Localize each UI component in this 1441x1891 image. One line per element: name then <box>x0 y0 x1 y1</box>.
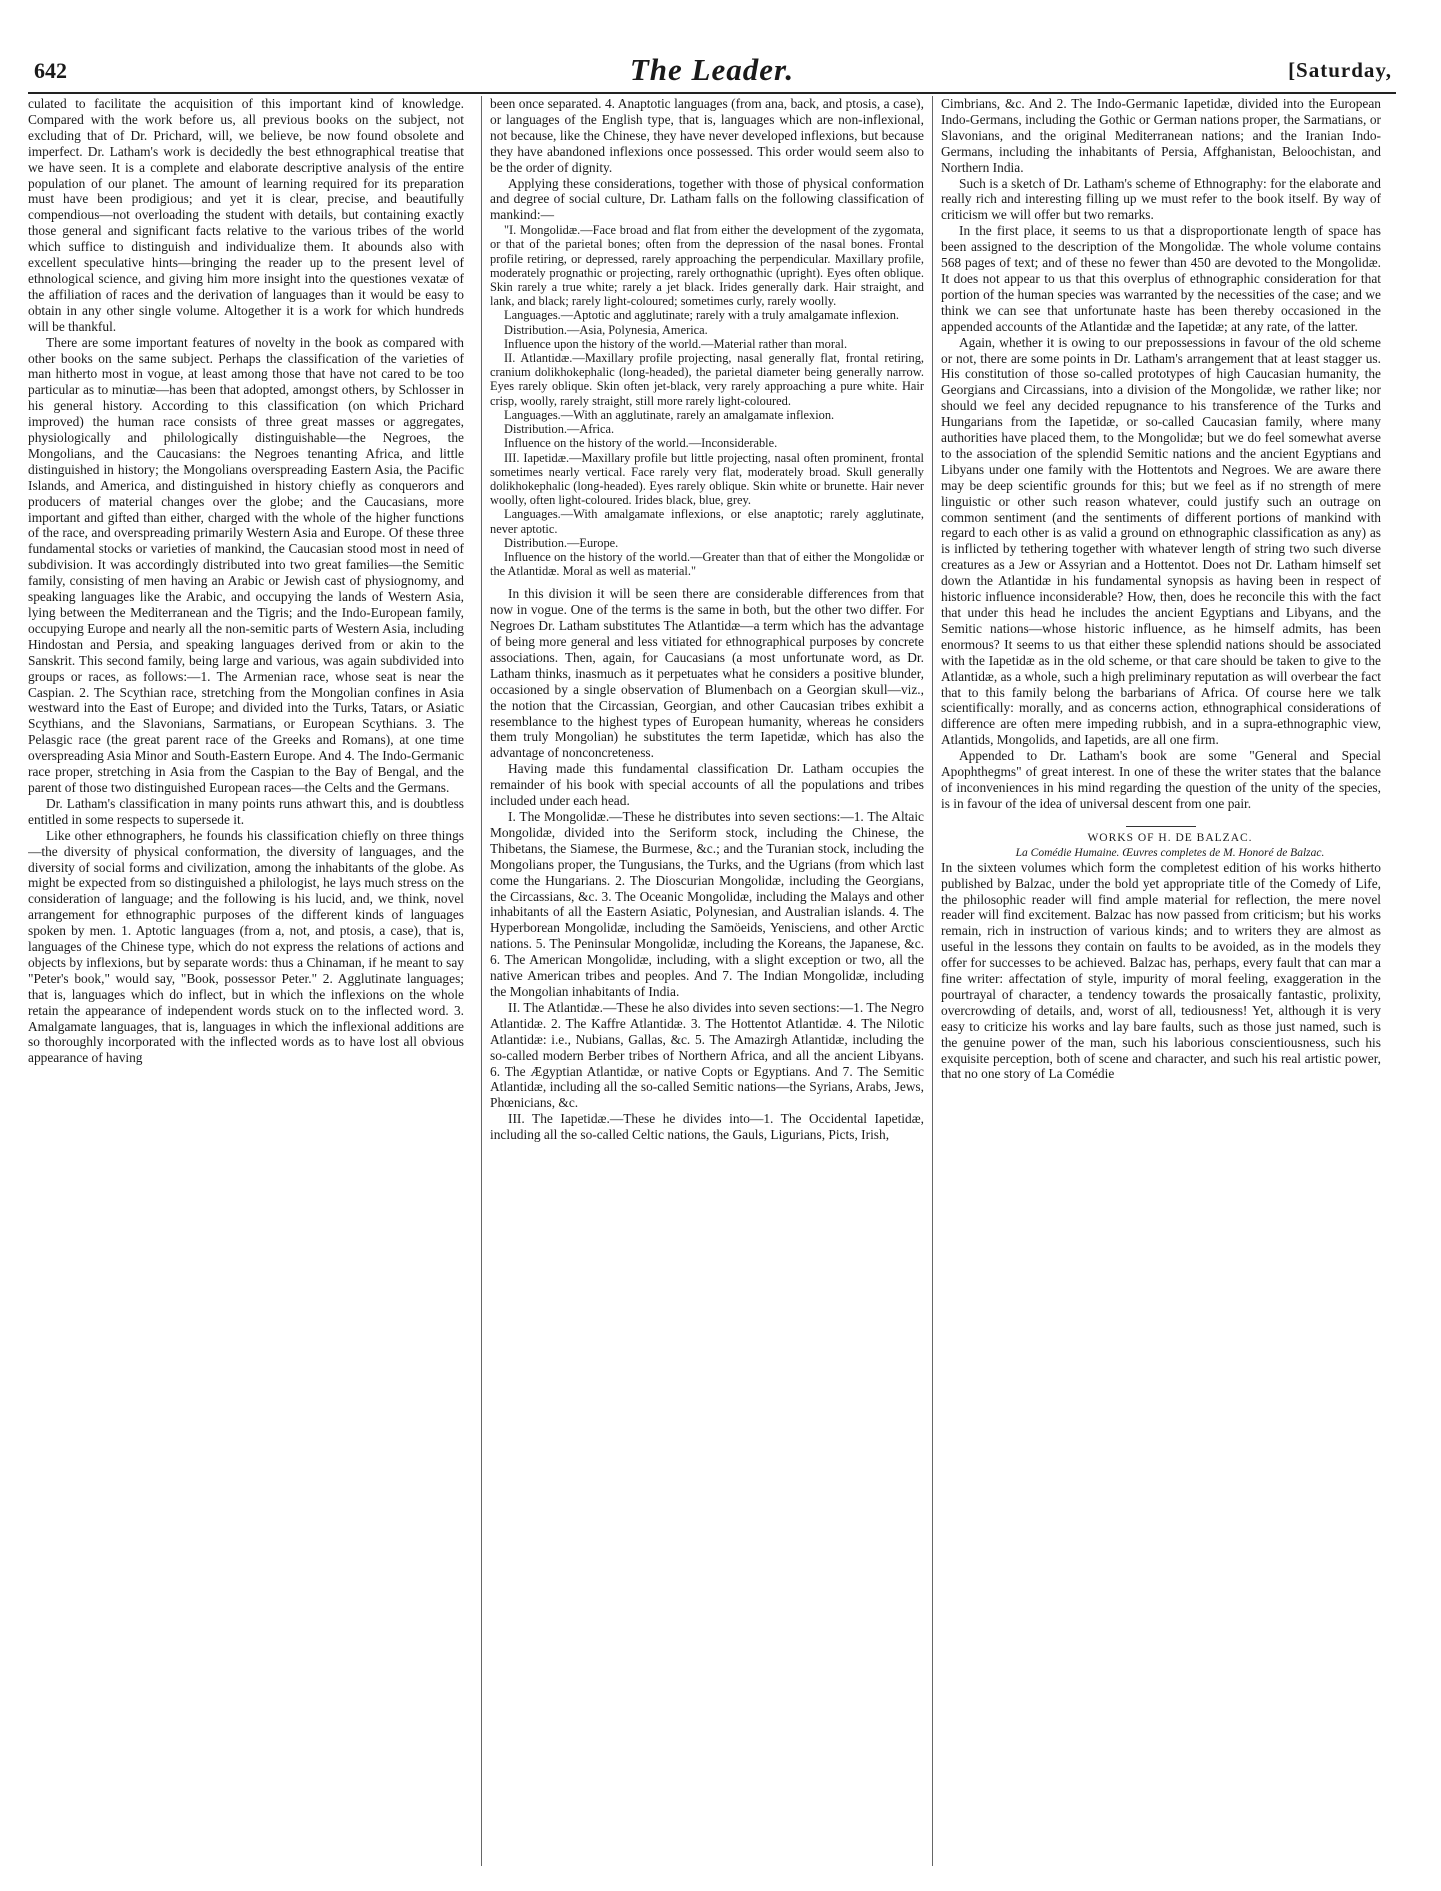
masthead-title: The Leader. <box>629 52 795 87</box>
paragraph: Such is a sketch of Dr. Latham's scheme of Ethnography: for the elaborate and really rich and interesting filling up we must refer to the book itself. By way of criticism we will offer but two remarks. <box>941 175 1381 223</box>
paragraph: In the sixteen volumes which form the completest edition of his works hitherto published by Balzac, under the bold yet appropriate title of the Comedy of Life, the philosophic reader will find ample material for reflection, the mere novel reader will find excitement. Balzac has now passed from criticism; but his works remain, rich in instruction of various kinds; and to writers they are almost as useful in the lessons they contain on faults to be avoided, as in the models they offer for successes to be achieved. Balzac has, perhaps, every fault that can mar a fine writer: affectation of style, impurity of moral feeling, exaggeration in the pourtrayal of character, a tendency towards the prosaically fantastic, prolixity, overcrowding of details, and, worst of all, tediousness! Yet, although it is very easy to criticize his works and lay bare faults, such as those just named, such is the genuine power of the man, such his laborious conscientiousness, such his exquisite perception, both of scene and character, and such his real artistic power, that no one story of La Comédie <box>941 859 1381 1082</box>
day-heading: [Saturday, <box>1288 58 1392 82</box>
article-columns <box>28 96 1398 1866</box>
quote-paragraph: II. Atlantidæ.—Maxillary profile projecting, nasal generally flat, frontal retiring, cranium dolikhokephalic (long-headed), the parietal diameter being generally narrow. Eyes rarely oblique. Skin often jet-black, very rarely approaching a pure white. Hair crisp, woolly, rarely straight, still more rarely light-coloured. <box>490 351 924 408</box>
quote-paragraph: Languages.—Aptotic and agglutinate; rarely with a truly amalgamate inflexion. <box>504 308 899 323</box>
column-1 <box>28 96 464 1866</box>
quote-paragraph: Influence upon the history of the world.—Material rather than moral. <box>504 336 848 351</box>
paragraph: I. The Mongolidæ.—These he distributes into seven sections:—1. The Altaic Mongolidæ, divided into the Seriform stock, including the Chinese, the Thibetans, the Siamese, the Burmese, &c.; and the Turanian stock, including the Mongolians proper, the Tungusians, the Turks, and the Ugrians (from which last come the Hungarians. 2. The Dioscurian Mongolidæ, including the Georgians, the Circassians, &c. 3. The Oceanic Mongolidæ, including the Malays and other inhabitants of all the Eastern Asiatic, Polynesian, and Australian islands. 4. The Hyperborean Mongolidæ, including the Samöeids, Yenisciens, and other Arctic nations. 5. The Peninsular Mongolidæ, including the Koreans, the Japanese, &c. 6. The American Mongolidæ, including, with a slight exception or two, all the native American tribes and peoples. And 7. The Indian Mongolidæ, including the Mongolian inhabitants of India. <box>490 809 924 999</box>
quote-paragraph: Languages.—With an agglutinate, rarely an amalgamate inflexion. <box>504 407 835 422</box>
quote-paragraph: Influence on the history of the world.—Greater than that of either the Mongolidæ or the Atlantidæ. Moral as well as material." <box>490 549 924 579</box>
paragraph: Like other ethnographers, he founds his classification chiefly on three things—the diversity of physical conformation, the diversity of languages, and the diversity of social forms and civilization, among the inhabitants of the globe. As might be expected from so distinguished a philologist, he lays much stress on the consideration of language; and the following is his lucid, and, we think, novel arrangement for ethnographic purposes of the different kinds of languages spoken by men. 1. Aptotic languages (from a, not, and ptosis, a case), that is, languages of the Chinese type, which do not express the relations of actions and objects by inflexions, but by separate words: thus a Chinaman, if he meant to say "Peter's book," would say, "Book, possessor Peter." 2. Agglutinate languages; that is, languages which do inflect, but in which the inflexions on the whole retain the appearance of independent words stuck on to the inflected word. 3. Amalgamate languages, that is, languages in which the inflexional additions are so thoroughly incorporated with the inflected words as to have lost all obvious appearance of having <box>28 827 464 1066</box>
section-title: WORKS OF H. DE BALZAC. <box>1087 831 1253 844</box>
column-2 <box>481 96 924 1866</box>
paragraph: Dr. Latham's classification in many points runs athwart this, and is doubtless entitled in some respects to supersede it. <box>28 795 464 827</box>
paragraph: In the first place, it seems to us that a disproportionate length of space has been assigned to the description of the Mongolidæ. The whole volume contains 568 pages of text; and of these no fewer than 450 are devoted to the Mongolidæ. It does not appear to us that this overplus of ethnographic consideration for that portion of the human species was warranted by the necessities of the case; and we think we can see that unfortunate haste has been thereby occasioned in the appended accounts of the Atlantidæ and the Iapetidæ; at any rate, of the latter. <box>941 223 1381 334</box>
quote-paragraph: Distribution.—Asia, Polynesia, America. <box>504 322 708 337</box>
quote-paragraph: III. Iapetidæ.—Maxillary profile but little projecting, nasal often prominent, frontal sometimes nearly vertical. Face rarely very flat, moderately broad. Skull generally dolikhokephalic (long-headed). Eyes rarely oblique. Skin white or brunette. Hair never woolly, often light-coloured. Irides black, blue, grey. <box>490 450 924 508</box>
quote-paragraph: Distribution.—Europe. <box>504 535 619 550</box>
paragraph: Cimbrians, &c. And 2. The Indo-Germanic Iapetidæ, divided into the European Indo-Germans, including the Gothic or German nations proper, the Sarmatians, or Slavonians, and the original Mediterranean nations; and the Iranian Indo-Germans, including the inhabitants of Persia, Affghanistan, Beloochistan, and Northern India. <box>941 96 1381 175</box>
quote-paragraph: "I. Mongolidæ.—Face broad and flat from either the development of the zygomata, or that of the parietal bones; often from the depression of the nasal bones. Frontal profile retiring, or depressed, rarely approaching the perpendicular. Maxillary profile, moderately prognathic or projecting, rarely orthognathic (upright). Eyes often oblique. Skin rarely a true white; rarely a jet black. Irides generally dark. Hair straight, and lank, and black; rarely light-coloured; sometimes curly, rarely woolly. <box>490 223 924 309</box>
paragraph: Applying these considerations, together with those of physical conformation and degree of social culture, Dr. Latham falls on the following classification of mankind:— <box>490 175 924 223</box>
paragraph: II. The Atlantidæ.—These he also divides into seven sections:—1. The Negro Atlantidæ. 2. The Kaffre Atlantidæ. 3. The Hottentot Atlantidæ. 4. The Nilotic Atlantidæ: i.e., Nubians, Gallas, &c. 5. The Amazirgh Atlantidæ, including the so-called modern Berber tribes of Northern Africa, and all the ancient Libyans. 6. The Ægyptian Atlantidæ, or native Copts or Egyptians. And 7. The Semitic Atlantidæ, including all the so-called Semitic nations—the Syrians, Arabs, Jews, Phœnicians, &c. <box>490 999 924 1111</box>
paragraph: III. The Iapetidæ.—These he divides into—1. The Occidental Iapetidæ, including all the so-called Celtic nations, the Gauls, Ligurians, Picts, Irish, <box>490 1111 924 1143</box>
paragraph: In this division it will be seen there are considerable differences from that now in vogue. One of the terms is the same in both, but the other two differ. For Negroes Dr. Latham substitutes The Atlantidæ—a term which has the advantage of being more general and less vitiated for ethnographical purposes by concrete associations. Then, again, for Caucasians (a most unfortunate word, as Dr. Latham thinks, inasmuch as it perpetuates what he considers a positive blunder, occasioned by a single observation of Blumenbach on a Georgian skull—viz., the notion that the Circassian, Georgian, and other Caucasian tribes exhibit a resemblance to the highest types of European humanity, whereas he considers them truly Mongolian) he substitutes the term Iapetidæ, which has also the advantage of nonconcreteness. <box>490 586 924 761</box>
paragraph: culated to facilitate the acquisition of this important kind of knowledge. Compared with the work before us, all previous books on the subject, not excluding that of Dr. Prichard, will, we believe, be now found obsolete and imperfect. Dr. Latham's work is decidedly the best ethnographical treatise that we have seen. It is a complete and elaborate descriptive analysis of the entire population of our planet. The amount of learning required for its preparation must have been prodigious; and yet it is clear, precise, and beautifully compendious—not overloading the student with details, but containing exactly those general and significant facts relative to the various tribes of the world which suffice to distinguish and individualize them. It abounds also with excellent speculative hints—bringing the reader up to the present level of ethnological science, and giving him more insight into the questiones vexatæ of the affiliation of races and the derivation of languages than it would be easy to obtain in any other single volume. Altogether it is a work for which hundreds will be thankful. <box>28 96 464 334</box>
page-header <box>28 52 1396 94</box>
section-subtitle: La Comédie Humaine. Œuvres completes de M. Honoré de Balzac. <box>1015 846 1325 859</box>
paragraph: been once separated. 4. Anaptotic languages (from ana, back, and ptosis, a case), or languages of the English type, that is, languages which are non-inflexional, not because, like the Chinese, they have never developed inflexions, but because they have abandoned inflexions once possessed. This order would seem also to be the order of dignity. <box>490 96 924 175</box>
quote-paragraph: Languages.—With amalgamate inflexions, or else anaptotic; rarely agglutinate, never aptotic. <box>490 507 924 536</box>
page-number: 642 <box>34 58 67 83</box>
classification-quote <box>490 223 924 578</box>
section-divider <box>1126 826 1196 827</box>
column-3 <box>932 96 1381 1866</box>
quote-paragraph: Influence on the history of the world.—Inconsiderable. <box>504 436 778 451</box>
paragraph: Again, whether it is owing to our prepossessions in favour of the old scheme or not, there are some points in Dr. Latham's arrangement that at least stagger us. His constitution of those so-called prototypes of high Caucasian humanity, the Georgians and Circassians, into a division of the Mongolidæ, we rather like; nor should we feel any decided repugnance to his transference of the Turks and Hungarians from the Iapetidæ, or so-called Caucasian family, where many authorities have placed them, to the Mongolidæ; but we do feel somewhat averse to the association of the splendid Semitic nations and the ancient Egyptians and Libyans under one family with the Hottentots and Negroes. We are aware there may be deep scientific grounds for this; but we feel as if no strength of mere linguistic or other such reason whatever, could justify such an outrage on common sentiment (and the sentiments of different portions of mankind with regard to each other is as valid a ground on ethnographic classification as any) as is inflicted by tethering together with whatever length of string two such diverse creatures as a Jew or Assyrian and a Hottentot. Does not Dr. Latham himself set down the Atlantidæ in his fundamental synopsis as having been in respect of historic influence inconsiderable? How, then, does he reconcile this with the fact that under this head he includes the ancient Egyptians and Libyans, and the Semitic nations—whose historic influence, as he himself admits, has been enormous? It seems to us that either these splendid nations should be associated with the Iapetidæ as in the old scheme, or that care should be taken to give to the Atlantidæ, as a whole, such a high preliminary reputation as will overbear the fact that to this family belong the barbarians of Africa. Of course here we talk scientifically: morally, and as concerns action, ethnographical considerations of difference are often mere impeding rubbish, and in a supra-ethnographic view, Atlantids, Mongolids, and Iapetids, are all one firm. <box>941 334 1381 748</box>
paragraph: Appended to Dr. Latham's book are some "General and Special Apophthegms" of great interest. In one of these the writer states that the balance of inconveniences in his mind regarding the question of the unity of the species, is in favour of the idea of universal descent from one pair. <box>941 748 1381 811</box>
paragraph: There are some important features of novelty in the book as compared with other books on the same subject. Perhaps the classification of the varieties of man hitherto most in vogue, at least among those that have not cared to be too particular as to minutiæ—has been that adopted, amongst others, by Schlosser in his general history. According to this classification (on which Prichard improved) the human race consists of three great masses or aggregates, physiologically and philologically distinguishable—the Negroes, the Mongolians, and the Caucasians: the Negroes tenanting Africa, and little distinguished in history; the Mongolians overspreading Eastern Asia, the Pacific Islands, and America, and distinguished in history chiefly as conquerors and producers of material changes over the globe; and the Caucasians, more important and gifted than either, charged with the whole of the higher functions of the race, and overspreading primarily Western Asia and Europe. Of these three fundamental stocks or varieties of mankind, the Caucasian stood most in need of subdivision. It was accordingly distributed into two great families—the Semitic family, consisting of men having an Arabic or Jewish cast of physiognomy, and speaking languages like the Arabic, and occupying the lands of Western Asia, lying between the Mediterranean and the Tigris; and the Indo-European family, occupying Europe and nearly all the non-semitic parts of Western Asia, including Hindostan and Persia, and speaking languages derived from or akin to the Sanskrit. This second family, being large and various, was again subdivided into groups or races, as follows:—1. The Armenian race, whose seat is near the Caspian. 2. The Scythian race, stretching from the Mongolian confines in Asia westward into the East of Europe; and divided into the Turks, Tatars, or Asiatic Scythians, and the Slavonians, Sarmatians, or European Scythians. 3. The Pelasgic race (the great parent race of the Greeks and Romans), at one time overspreading Asia Minor and South-Eastern Europe. And 4. The Indo-Germanic race proper, stretching in Asia from the Caspian to the Bay of Bengal, and the parent of those two distinguished European races—the Celts and the Germans. <box>28 334 464 795</box>
quote-paragraph: Distribution.—Africa. <box>504 422 615 437</box>
paragraph: Having made this fundamental classification Dr. Latham occupies the remainder of his book with special accounts of all the populations and tribes included under each head. <box>490 761 924 809</box>
